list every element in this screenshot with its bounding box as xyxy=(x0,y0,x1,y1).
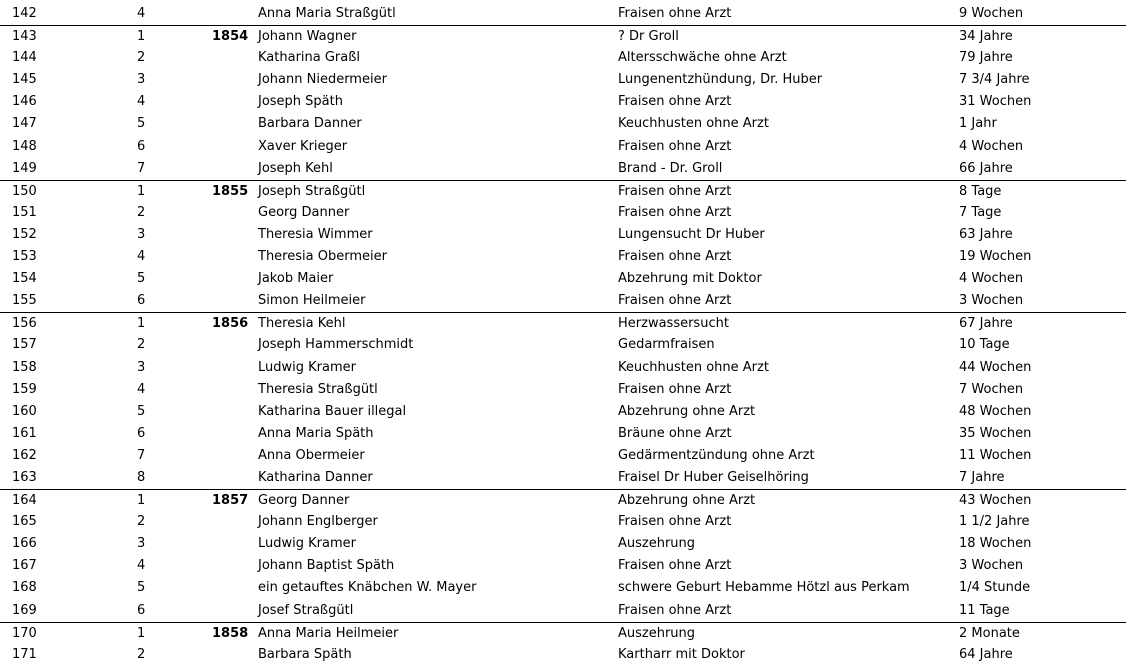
deceased-name: Ludwig Kramer xyxy=(258,359,356,375)
table-row xyxy=(0,3,1126,25)
deceased-name: Georg Danner xyxy=(258,493,350,509)
entry-number: 149 xyxy=(12,160,37,176)
entry-number: 144 xyxy=(12,50,37,66)
year-label: 1857 xyxy=(212,493,249,509)
age-at-death: 7 Wochen xyxy=(959,381,1024,397)
entry-number: 165 xyxy=(12,514,37,530)
cause-of-death: Abzehrung mit Doktor xyxy=(618,271,762,287)
table-row xyxy=(0,577,1126,599)
age-at-death: 3 Wochen xyxy=(959,293,1024,309)
age-at-death: 8 Tage xyxy=(959,183,1002,199)
entry-number: 167 xyxy=(12,558,37,574)
table-row xyxy=(0,25,1126,47)
yearly-sequence: 6 xyxy=(137,425,146,441)
yearly-sequence: 3 xyxy=(137,359,146,375)
deceased-name: Anna Maria Straßgütl xyxy=(258,6,396,21)
cause-of-death: Fraisen ohne Arzt xyxy=(618,293,732,309)
cause-of-death: ? Dr Groll xyxy=(618,29,679,45)
cause-of-death: Fraisen ohne Arzt xyxy=(618,6,732,21)
entry-number: 161 xyxy=(12,425,37,441)
deceased-name: Johann Baptist Späth xyxy=(258,558,395,574)
deceased-name: Katharina Graßl xyxy=(258,50,361,66)
deceased-name: Katharina Danner xyxy=(258,469,373,485)
yearly-sequence: 6 xyxy=(137,602,146,618)
table-row xyxy=(0,401,1126,423)
deceased-name: Simon Heilmeier xyxy=(258,293,366,309)
table-row xyxy=(0,511,1126,533)
entry-number: 158 xyxy=(12,359,37,375)
yearly-sequence: 1 xyxy=(137,29,146,45)
cause-of-death: Lungensucht Dr Huber xyxy=(618,226,765,242)
yearly-sequence: 4 xyxy=(137,249,146,265)
deceased-name: Georg Danner xyxy=(258,204,350,220)
yearly-sequence: 5 xyxy=(137,271,146,287)
entry-number: 147 xyxy=(12,116,37,132)
yearly-sequence: 4 xyxy=(137,6,146,21)
yearly-sequence: 1 xyxy=(137,493,146,509)
yearly-sequence: 4 xyxy=(137,558,146,574)
cause-of-death: Gedärmentzündung ohne Arzt xyxy=(618,447,815,463)
age-at-death: 64 Jahre xyxy=(959,646,1013,662)
deceased-name: Johann Niedermeier xyxy=(258,72,387,88)
cause-of-death: Auszehrung xyxy=(618,625,696,641)
entry-number: 168 xyxy=(12,580,37,596)
age-at-death: 10 Tage xyxy=(959,337,1010,353)
age-at-death: 48 Wochen xyxy=(959,403,1032,419)
deceased-name: Joseph Hammerschmidt xyxy=(258,337,414,353)
age-at-death: 19 Wochen xyxy=(959,249,1032,265)
yearly-sequence: 8 xyxy=(137,469,146,485)
deceased-name: Joseph Straßgütl xyxy=(258,183,366,199)
cause-of-death: Fraisen ohne Arzt xyxy=(618,94,732,110)
deceased-name: Joseph Kehl xyxy=(258,160,333,176)
cause-of-death: Keuchhusten ohne Arzt xyxy=(618,359,769,375)
deceased-name: Theresia Straßgütl xyxy=(258,381,378,397)
cause-of-death: Fraisen ohne Arzt xyxy=(618,381,732,397)
entry-number: 164 xyxy=(12,493,37,509)
cause-of-death: Fraisen ohne Arzt xyxy=(618,183,732,199)
deceased-name: Katharina Bauer illegal xyxy=(258,403,407,419)
table-row xyxy=(0,467,1126,489)
yearly-sequence: 5 xyxy=(137,116,146,132)
deceased-name: Joseph Späth xyxy=(258,94,343,110)
age-at-death: 18 Wochen xyxy=(959,536,1032,552)
age-at-death: 66 Jahre xyxy=(959,160,1013,176)
yearly-sequence: 6 xyxy=(137,138,146,154)
cause-of-death: Fraisen ohne Arzt xyxy=(618,204,732,220)
age-at-death: 4 Wochen xyxy=(959,138,1024,154)
deceased-name: Theresia Kehl xyxy=(258,316,346,332)
yearly-sequence: 2 xyxy=(137,337,146,353)
table-row xyxy=(0,644,1126,666)
table-row xyxy=(0,423,1126,445)
entry-number: 169 xyxy=(12,602,37,618)
death-register-table xyxy=(0,3,1126,666)
yearly-sequence: 2 xyxy=(137,646,146,662)
deceased-name: Johann Wagner xyxy=(258,29,357,45)
cause-of-death: Fraisel Dr Huber Geiselhöring xyxy=(618,469,809,485)
table-row xyxy=(0,47,1126,69)
yearly-sequence: 7 xyxy=(137,447,146,463)
age-at-death: 43 Wochen xyxy=(959,493,1032,509)
table-row xyxy=(0,69,1126,91)
yearly-sequence: 2 xyxy=(137,514,146,530)
table-row xyxy=(0,357,1126,379)
table-row xyxy=(0,224,1126,246)
age-at-death: 35 Wochen xyxy=(959,425,1032,441)
yearly-sequence: 5 xyxy=(137,403,146,419)
age-at-death: 3 Wochen xyxy=(959,558,1024,574)
yearly-sequence: 6 xyxy=(137,293,146,309)
age-at-death: 2 Monate xyxy=(959,625,1020,641)
table-row xyxy=(0,180,1126,202)
yearly-sequence: 1 xyxy=(137,625,146,641)
entry-number: 146 xyxy=(12,94,37,110)
age-at-death: 1 Jahr xyxy=(959,116,997,132)
age-at-death: 11 Tage xyxy=(959,602,1010,618)
yearly-sequence: 2 xyxy=(137,204,146,220)
yearly-sequence: 2 xyxy=(137,50,146,66)
table-row xyxy=(0,136,1126,158)
entry-number: 143 xyxy=(12,29,37,45)
deceased-name: Anna Maria Heilmeier xyxy=(258,625,399,641)
age-at-death: 9 Wochen xyxy=(959,6,1024,21)
table-row xyxy=(0,202,1126,224)
deceased-name: Ludwig Kramer xyxy=(258,536,356,552)
entry-number: 155 xyxy=(12,293,37,309)
yearly-sequence: 5 xyxy=(137,580,146,596)
table-row xyxy=(0,158,1126,180)
entry-number: 162 xyxy=(12,447,37,463)
cause-of-death: Abzehrung ohne Arzt xyxy=(618,493,756,509)
cause-of-death: Fraisen ohne Arzt xyxy=(618,138,732,154)
deceased-name: Johann Englberger xyxy=(258,514,378,530)
age-at-death: 67 Jahre xyxy=(959,316,1013,332)
cause-of-death: Brand - Dr. Groll xyxy=(618,160,723,176)
deceased-name: Theresia Obermeier xyxy=(258,249,387,265)
cause-of-death: Bräune ohne Arzt xyxy=(618,425,732,441)
year-label: 1856 xyxy=(212,316,249,332)
entry-number: 150 xyxy=(12,183,37,199)
deceased-name: Anna Obermeier xyxy=(258,447,365,463)
cause-of-death: schwere Geburt Hebamme Hötzl aus Perkam xyxy=(618,580,910,596)
cause-of-death: Lungenentzhündung, Dr. Huber xyxy=(618,72,823,88)
table-row xyxy=(0,91,1126,113)
table-row xyxy=(0,600,1126,622)
cause-of-death: Keuchhusten ohne Arzt xyxy=(618,116,769,132)
entry-number: 159 xyxy=(12,381,37,397)
age-at-death: 4 Wochen xyxy=(959,271,1024,287)
table-row xyxy=(0,113,1126,135)
entry-number: 153 xyxy=(12,249,37,265)
entry-number: 171 xyxy=(12,646,37,662)
table-row xyxy=(0,379,1126,401)
age-at-death: 63 Jahre xyxy=(959,226,1013,242)
deceased-name: Xaver Krieger xyxy=(258,138,348,154)
entry-number: 152 xyxy=(12,226,37,242)
cause-of-death: Herzwassersucht xyxy=(618,316,729,332)
deceased-name: Barbara Späth xyxy=(258,646,352,662)
year-label: 1855 xyxy=(212,183,249,199)
age-at-death: 31 Wochen xyxy=(959,94,1032,110)
entry-number: 151 xyxy=(12,204,37,220)
deceased-name: Theresia Wimmer xyxy=(258,226,373,242)
age-at-death: 1/4 Stunde xyxy=(959,580,1031,596)
table-row xyxy=(0,533,1126,555)
age-at-death: 7 Jahre xyxy=(959,469,1005,485)
cause-of-death: Kartharr mit Doktor xyxy=(618,646,745,662)
cause-of-death: Auszehrung xyxy=(618,536,696,552)
age-at-death: 79 Jahre xyxy=(959,50,1013,66)
yearly-sequence: 1 xyxy=(137,316,146,332)
deceased-name: Josef Straßgütl xyxy=(258,602,354,618)
entry-number: 160 xyxy=(12,403,37,419)
age-at-death: 1 1/2 Jahre xyxy=(959,514,1030,530)
yearly-sequence: 3 xyxy=(137,536,146,552)
table-row xyxy=(0,622,1126,644)
table-row xyxy=(0,312,1126,334)
yearly-sequence: 4 xyxy=(137,381,146,397)
table-row xyxy=(0,246,1126,268)
entry-number: 166 xyxy=(12,536,37,552)
age-at-death: 11 Wochen xyxy=(959,447,1032,463)
yearly-sequence: 4 xyxy=(137,94,146,110)
entry-number: 170 xyxy=(12,625,37,641)
year-label: 1854 xyxy=(212,29,249,45)
yearly-sequence: 3 xyxy=(137,226,146,242)
entry-number: 142 xyxy=(12,6,37,21)
table-row xyxy=(0,290,1126,312)
entry-number: 156 xyxy=(12,316,37,332)
cause-of-death: Altersschwäche ohne Arzt xyxy=(618,50,787,66)
cause-of-death: Fraisen ohne Arzt xyxy=(618,514,732,530)
yearly-sequence: 3 xyxy=(137,72,146,88)
deceased-name: Barbara Danner xyxy=(258,116,362,132)
entry-number: 154 xyxy=(12,271,37,287)
deceased-name: Anna Maria Späth xyxy=(258,425,374,441)
table-row xyxy=(0,445,1126,467)
cause-of-death: Fraisen ohne Arzt xyxy=(618,602,732,618)
cause-of-death: Abzehrung ohne Arzt xyxy=(618,403,756,419)
age-at-death: 34 Jahre xyxy=(959,29,1013,45)
deceased-name: Jakob Maier xyxy=(258,271,334,287)
deceased-name: ein getauftes Knäbchen W. Mayer xyxy=(258,580,477,596)
table-row xyxy=(0,334,1126,356)
age-at-death: 7 3/4 Jahre xyxy=(959,72,1030,88)
yearly-sequence: 1 xyxy=(137,183,146,199)
yearly-sequence: 7 xyxy=(137,160,146,176)
entry-number: 163 xyxy=(12,469,37,485)
table-row xyxy=(0,268,1126,290)
entry-number: 148 xyxy=(12,138,37,154)
year-label: 1858 xyxy=(212,625,249,641)
table-row xyxy=(0,489,1126,511)
entry-number: 157 xyxy=(12,337,37,353)
age-at-death: 44 Wochen xyxy=(959,359,1032,375)
table-row xyxy=(0,555,1126,577)
entry-number: 145 xyxy=(12,72,37,88)
age-at-death: 7 Tage xyxy=(959,204,1002,220)
cause-of-death: Fraisen ohne Arzt xyxy=(618,558,732,574)
cause-of-death: Fraisen ohne Arzt xyxy=(618,249,732,265)
cause-of-death: Gedarmfraisen xyxy=(618,337,715,353)
